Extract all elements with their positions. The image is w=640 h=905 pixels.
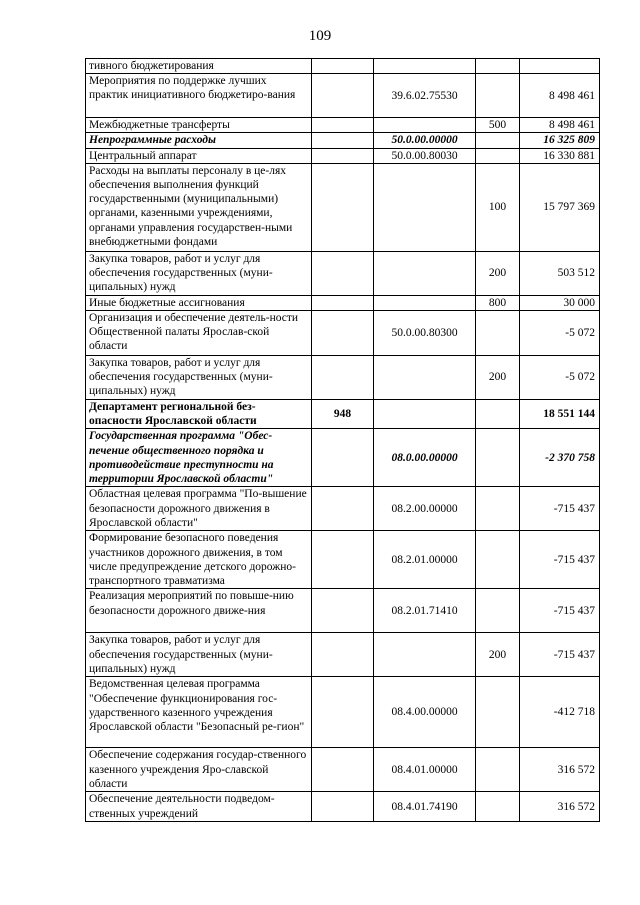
table-row <box>86 748 600 792</box>
row-target-code <box>374 163 476 251</box>
row-target-code <box>374 400 476 429</box>
row-target-code <box>374 633 476 677</box>
row-target-code: 50.0.00.80300 <box>374 311 476 356</box>
row-amount: 316 572 <box>520 748 600 792</box>
row-name: Межбюджетные трансферты <box>86 118 312 133</box>
row-expense-type <box>476 589 520 633</box>
row-expense-type <box>476 400 520 429</box>
table-row <box>86 429 600 487</box>
row-amount: 15 797 369 <box>520 163 600 251</box>
row-target-code: 50.0.00.80030 <box>374 148 476 163</box>
table-row <box>86 163 600 251</box>
budget-table <box>85 58 600 822</box>
row-expense-type: 800 <box>476 295 520 310</box>
row-name: Закупка товаров, работ и услуг для обеспечения государственных (муни-ципальных) нужд <box>86 633 312 677</box>
row-name: Департамент региональной без-опасности Ярославской области <box>86 400 312 429</box>
row-amount: -2 370 758 <box>520 429 600 487</box>
row-name: Непрограммные расходы <box>86 133 312 148</box>
row-amount: -715 437 <box>520 531 600 589</box>
row-name: Формирование безопасного поведения участников дорожного движения, в том числе предупреждение детского дорожно-транспортного травматизма <box>86 531 312 589</box>
row-department <box>312 311 374 356</box>
table-row <box>86 531 600 589</box>
table-row <box>86 59 600 74</box>
table-row <box>86 311 600 356</box>
row-name: Центральный аппарат <box>86 148 312 163</box>
row-target-code: 08.0.00.00000 <box>374 429 476 487</box>
row-expense-type: 200 <box>476 633 520 677</box>
row-department <box>312 295 374 310</box>
row-name: Областная целевая программа "По-вышение безопасности дорожного движения в Ярославской области" <box>86 487 312 531</box>
row-department <box>312 59 374 74</box>
row-amount: 8 498 461 <box>520 74 600 118</box>
row-target-code <box>374 118 476 133</box>
row-amount: -5 072 <box>520 311 600 356</box>
row-target-code: 08.2.01.00000 <box>374 531 476 589</box>
row-expense-type <box>476 792 520 822</box>
row-target-code <box>374 295 476 310</box>
row-amount: -715 437 <box>520 589 600 633</box>
row-department <box>312 429 374 487</box>
row-department <box>312 133 374 148</box>
row-target-code: 08.2.00.00000 <box>374 487 476 531</box>
row-expense-type: 200 <box>476 356 520 400</box>
row-amount: 16 330 881 <box>520 148 600 163</box>
row-department <box>312 589 374 633</box>
row-department <box>312 148 374 163</box>
row-department: 948 <box>312 400 374 429</box>
row-target-code: 08.4.01.00000 <box>374 748 476 792</box>
row-target-code <box>374 59 476 74</box>
row-expense-type <box>476 148 520 163</box>
row-expense-type <box>476 748 520 792</box>
row-name: Расходы на выплаты персоналу в це-лях обеспечения выполнения функций государственными (муниципальными) органами, казенными учреждениями, органами управления государствен-ными внебюджетными фондами <box>86 163 312 251</box>
row-amount <box>520 59 600 74</box>
row-name: Государственная программа "Обес-печение общественного порядка и противодействие преступности на территории Ярославской области" <box>86 429 312 487</box>
row-expense-type <box>476 74 520 118</box>
table-row <box>86 133 600 148</box>
row-name: Ведомственная целевая программа "Обеспечение функционирования гос-ударственного казенного учреждения Ярославской области "Безопасный ре-гион" <box>86 677 312 748</box>
row-name: Обеспечение деятельности подведом-ственных учреждений <box>86 792 312 822</box>
row-name: Мероприятия по поддержке лучших практик инициативного бюджетиро-вания <box>86 74 312 118</box>
row-department <box>312 163 374 251</box>
row-amount: 18 551 144 <box>520 400 600 429</box>
row-target-code: 08.4.00.00000 <box>374 677 476 748</box>
table-row <box>86 677 600 748</box>
row-amount: 316 572 <box>520 792 600 822</box>
row-amount: -5 072 <box>520 356 600 400</box>
row-amount: 8 498 461 <box>520 118 600 133</box>
row-expense-type <box>476 531 520 589</box>
row-expense-type: 200 <box>476 251 520 295</box>
row-department <box>312 748 374 792</box>
row-target-code: 08.2.01.71410 <box>374 589 476 633</box>
table-row <box>86 633 600 677</box>
row-target-code <box>374 356 476 400</box>
row-target-code: 50.0.00.00000 <box>374 133 476 148</box>
row-department <box>312 677 374 748</box>
table-row <box>86 400 600 429</box>
table-row <box>86 487 600 531</box>
row-expense-type: 500 <box>476 118 520 133</box>
row-expense-type <box>476 133 520 148</box>
row-amount: -715 437 <box>520 633 600 677</box>
row-department <box>312 251 374 295</box>
table-row <box>86 356 600 400</box>
row-amount: 30 000 <box>520 295 600 310</box>
row-amount: 503 512 <box>520 251 600 295</box>
row-amount: 16 325 809 <box>520 133 600 148</box>
row-name: Организация и обеспечение деятель-ности Общественной палаты Ярослав-ской области <box>86 311 312 356</box>
row-target-code: 08.4.01.74190 <box>374 792 476 822</box>
table-row <box>86 251 600 295</box>
row-name: тивного бюджетирования <box>86 59 312 74</box>
row-department <box>312 792 374 822</box>
row-expense-type: 100 <box>476 163 520 251</box>
row-department <box>312 74 374 118</box>
row-expense-type <box>476 311 520 356</box>
row-department <box>312 487 374 531</box>
row-department <box>312 118 374 133</box>
row-amount: -412 718 <box>520 677 600 748</box>
row-name: Закупка товаров, работ и услуг для обеспечения государственных (муни-ципальных) нужд <box>86 251 312 295</box>
row-name: Закупка товаров, работ и услуг для обеспечения государственных (муни-ципальных) нужд <box>86 356 312 400</box>
row-target-code <box>374 251 476 295</box>
table-row <box>86 118 600 133</box>
row-department <box>312 356 374 400</box>
row-name: Обеспечение содержания государ-ственного казенного учреждения Яро-славской области <box>86 748 312 792</box>
row-name: Реализация мероприятий по повыше-нию безопасности дорожного движе-ния <box>86 589 312 633</box>
row-expense-type <box>476 59 520 74</box>
table-row <box>86 589 600 633</box>
row-expense-type <box>476 677 520 748</box>
row-name: Иные бюджетные ассигнования <box>86 295 312 310</box>
row-amount: -715 437 <box>520 487 600 531</box>
row-department <box>312 633 374 677</box>
row-department <box>312 531 374 589</box>
row-target-code: 39.6.02.75530 <box>374 74 476 118</box>
table-row <box>86 792 600 822</box>
row-expense-type <box>476 487 520 531</box>
table-row <box>86 148 600 163</box>
table-row <box>86 74 600 118</box>
row-expense-type <box>476 429 520 487</box>
page-number: 109 <box>308 28 332 44</box>
table-row <box>86 295 600 310</box>
